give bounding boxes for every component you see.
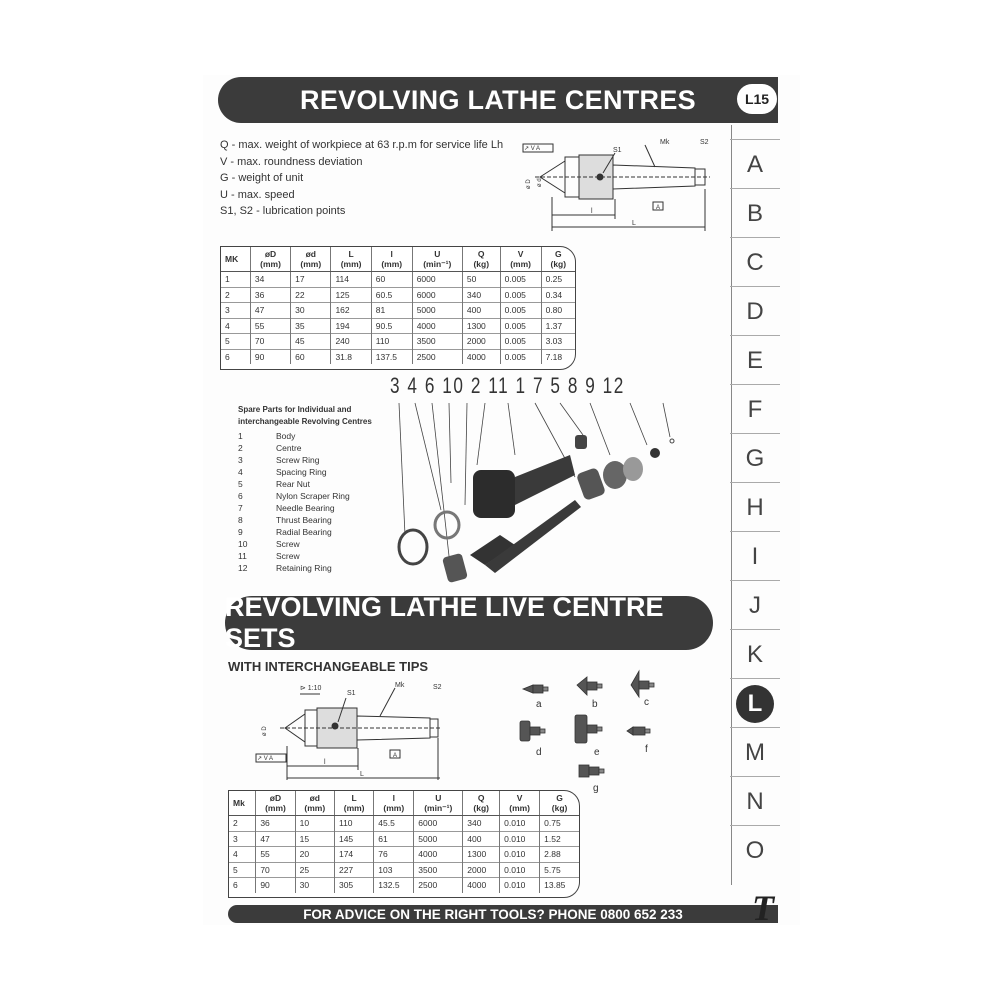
table-cell: 17 <box>291 272 331 288</box>
part-number: 8 <box>238 515 243 525</box>
spec-table <box>221 247 575 364</box>
table-row <box>229 831 579 847</box>
table-cell: 60 <box>371 272 412 288</box>
table-cell: 6000 <box>412 272 462 288</box>
s1-label: S1 <box>347 690 356 697</box>
tab-j[interactable] <box>730 580 780 630</box>
column-header <box>462 247 500 272</box>
column-header-name: Q <box>477 793 485 803</box>
column-header-unit: (mm) <box>381 259 403 269</box>
column-header <box>371 247 412 272</box>
column-header-name: L <box>348 249 354 259</box>
table-cell: 305 <box>334 878 373 893</box>
table-row <box>221 272 575 288</box>
tab-label: L <box>736 685 774 723</box>
tip-label-c: c <box>644 697 649 708</box>
tab-label: E <box>746 346 763 374</box>
column-header-name: l <box>392 793 395 803</box>
table-cell: 50 <box>462 272 500 288</box>
table-cell: 4000 <box>463 878 500 893</box>
part-number: 11 <box>238 551 247 561</box>
spec-table-centres <box>220 246 576 370</box>
table-row <box>229 816 579 832</box>
table-cell: 227 <box>334 862 373 878</box>
column-header <box>412 247 462 272</box>
table-cell: 55 <box>250 318 290 334</box>
table-cell: 0.005 <box>500 287 541 303</box>
table-cell: 2.88 <box>540 847 579 863</box>
spare-parts-title-line: interchangeable Revolving Centres <box>238 417 372 426</box>
tab-f[interactable] <box>730 384 780 434</box>
table-cell: 132.5 <box>374 878 414 893</box>
table-cell: 0.005 <box>500 349 541 364</box>
table-cell: 47 <box>256 831 295 847</box>
table-cell: 194 <box>331 318 371 334</box>
tip-label-d: d <box>536 747 542 758</box>
tab-b[interactable] <box>730 188 780 238</box>
tab-label: I <box>751 542 759 570</box>
column-header-unit: (min⁻¹) <box>424 803 453 813</box>
table-cell: 6000 <box>412 287 462 303</box>
column-header-unit: (kg) <box>550 259 567 269</box>
part-name: Body <box>276 431 296 441</box>
table-cell: 45.5 <box>374 816 414 832</box>
tolerance-box: ↗ V A <box>257 756 274 762</box>
part-name: Screw Ring <box>276 455 320 465</box>
table-cell: 400 <box>462 303 500 319</box>
column-header-name: G <box>554 249 562 259</box>
tab-d[interactable] <box>730 286 780 336</box>
list-item <box>238 430 350 442</box>
column-header-unit: (mm) <box>260 259 281 269</box>
tab-c[interactable] <box>730 237 780 287</box>
list-item <box>238 466 350 478</box>
column-header <box>221 247 250 272</box>
revolving-centre-diagram <box>505 135 725 240</box>
column-header <box>541 247 575 272</box>
interchangeable-tips-illustration <box>515 665 665 785</box>
column-header-unit: (mm) <box>509 803 531 813</box>
table-cell: 81 <box>371 303 412 319</box>
spec-table-live-centre-sets <box>228 790 580 898</box>
l-small-label: l <box>591 208 593 215</box>
table-cell: 47 <box>250 303 290 319</box>
column-header <box>250 247 290 272</box>
column-header-unit: (kg) <box>473 803 489 813</box>
tab-label: O <box>745 836 765 864</box>
list-item <box>238 538 350 550</box>
exploded-part-numbers: 3 4 6 10 2 11 1 7 5 8 9 12 <box>390 373 625 398</box>
table-cell: 2500 <box>412 349 462 364</box>
column-header <box>414 791 463 816</box>
list-item <box>238 550 350 562</box>
table-cell: 2500 <box>414 878 463 893</box>
table-cell: 2000 <box>463 862 500 878</box>
column-header-name: l <box>390 249 393 259</box>
list-item <box>238 526 350 538</box>
tab-label: H <box>746 493 764 521</box>
list-item <box>238 562 350 574</box>
table-cell: 3500 <box>412 334 462 350</box>
table-cell: 30 <box>295 878 334 893</box>
table-cell: 2 <box>221 287 250 303</box>
tab-label: M <box>745 738 765 766</box>
table-cell: 34 <box>250 272 290 288</box>
part-number: 12 <box>238 563 248 573</box>
table-cell: 5 <box>221 334 250 350</box>
table-cell: 3500 <box>414 862 463 878</box>
table-cell: 7.18 <box>541 349 575 364</box>
tab-l[interactable] <box>730 678 780 728</box>
table-row <box>229 878 579 893</box>
table-cell: 25 <box>295 862 334 878</box>
column-header <box>500 247 541 272</box>
column-header-unit: (mm) <box>340 259 362 269</box>
table-cell: 0.75 <box>540 816 579 832</box>
part-name: Needle Bearing <box>276 503 335 513</box>
table-cell: 4000 <box>414 847 463 863</box>
part-name: Screw <box>276 551 300 561</box>
section-title-banner <box>225 592 713 653</box>
part-number: 5 <box>238 479 243 489</box>
table-cell: 1300 <box>462 318 500 334</box>
table-cell: 340 <box>463 816 500 832</box>
legend-item: V - max. roundness deviation <box>220 155 363 168</box>
part-name: Spacing Ring <box>276 467 327 477</box>
table-cell: 0.010 <box>500 847 540 863</box>
table-cell: 0.34 <box>541 287 575 303</box>
column-header-unit: (min⁻¹) <box>423 259 452 269</box>
table-cell: 60.5 <box>371 287 412 303</box>
column-header-name: U <box>434 249 441 259</box>
table-cell: 30 <box>291 303 331 319</box>
id-label: ø d <box>537 178 543 187</box>
table-cell: 1.37 <box>541 318 575 334</box>
l-small-label: l <box>324 759 326 766</box>
table-cell: 2 <box>229 816 256 832</box>
section-title: REVOLVING LATHE LIVE CENTRE SETS <box>225 592 664 653</box>
column-header-unit: (mm) <box>343 803 365 813</box>
table-row <box>221 318 575 334</box>
table-cell: 31.8 <box>331 349 371 364</box>
table-cell: 90.5 <box>371 318 412 334</box>
tab-k[interactable] <box>730 629 780 679</box>
brand-logo: T <box>752 888 774 928</box>
od-label: ø D <box>262 726 268 736</box>
mk-label: Mk <box>395 682 405 689</box>
table-row <box>221 334 575 350</box>
column-header <box>229 791 256 816</box>
table-cell: 60 <box>291 349 331 364</box>
table-cell: 0.010 <box>500 831 540 847</box>
tip-label-f: f <box>645 744 648 755</box>
tab-label: N <box>746 787 764 815</box>
table-cell: 6 <box>221 349 250 364</box>
table-cell: 3.03 <box>541 334 575 350</box>
list-item <box>238 490 350 502</box>
tip-label-b: b <box>592 699 598 710</box>
footer-banner <box>228 905 778 923</box>
column-header-unit: (mm) <box>300 259 322 269</box>
table-cell: 70 <box>250 334 290 350</box>
table-cell: 340 <box>462 287 500 303</box>
table-cell: 22 <box>291 287 331 303</box>
column-header <box>463 791 500 816</box>
table-cell: 36 <box>250 287 290 303</box>
column-header-unit: (mm) <box>383 803 405 813</box>
part-number: 7 <box>238 503 243 513</box>
table-cell: 70 <box>256 862 295 878</box>
column-header-unit: (kg) <box>551 803 568 813</box>
s1-label: S1 <box>613 147 622 154</box>
part-name: Centre <box>276 443 302 453</box>
table-cell: 174 <box>334 847 373 863</box>
tab-label: B <box>746 199 763 227</box>
column-header <box>374 791 414 816</box>
tolerance-datum: A <box>656 205 661 211</box>
od-label: ø D <box>526 179 532 189</box>
table-cell: 45 <box>291 334 331 350</box>
table-cell: 6 <box>229 878 256 893</box>
column-header-name: U <box>435 793 442 803</box>
tip-label-a: a <box>536 699 542 710</box>
tab-label: J <box>749 591 761 619</box>
table-cell: 0.005 <box>500 318 541 334</box>
l-big-label: L <box>632 220 636 227</box>
table-cell: 55 <box>256 847 295 863</box>
tip-label-g: g <box>593 783 599 794</box>
column-header-name: V <box>517 249 524 259</box>
l-big-label: L <box>360 771 364 778</box>
live-centre-set-diagram <box>250 680 450 785</box>
table-cell: 240 <box>331 334 371 350</box>
spare-parts-title <box>238 404 372 428</box>
legend-item: Q - max. weight of workpiece at 63 r.p.m for service life Lh <box>220 139 504 151</box>
part-number: 10 <box>238 539 248 549</box>
column-header-name: G <box>556 793 563 803</box>
table-cell: 0.25 <box>541 272 575 288</box>
table-cell: 5 <box>229 862 256 878</box>
table-cell: 15 <box>295 831 334 847</box>
column-header <box>295 791 334 816</box>
tab-n[interactable] <box>730 776 780 826</box>
part-name: Radial Bearing <box>276 527 332 537</box>
table-row <box>221 287 575 303</box>
tab-g[interactable] <box>730 433 780 483</box>
table-cell: 6000 <box>414 816 463 832</box>
footer-text: FOR ADVICE ON THE RIGHT TOOLS? PHONE 0800 652 233 <box>303 906 683 922</box>
table-row <box>221 303 575 319</box>
column-header <box>256 791 295 816</box>
table-cell: 4000 <box>462 349 500 364</box>
spec-table <box>229 791 579 893</box>
taper-label: ⊳ 1:10 <box>300 685 322 692</box>
column-header-name: øD <box>264 249 277 259</box>
table-cell: 36 <box>256 816 295 832</box>
column-header <box>291 247 331 272</box>
column-header-name: øD <box>269 793 282 803</box>
legend-item: G - weight of unit <box>220 172 304 184</box>
tab-i[interactable] <box>730 531 780 581</box>
legend-item: U - max. speed <box>220 188 295 201</box>
table-cell: 61 <box>374 831 414 847</box>
part-number: 9 <box>238 527 243 537</box>
part-number: 1 <box>238 431 243 441</box>
column-header <box>500 791 540 816</box>
column-header-unit: (mm) <box>510 259 531 269</box>
table-cell: 125 <box>331 287 371 303</box>
table-cell: 20 <box>295 847 334 863</box>
table-cell: 90 <box>250 349 290 364</box>
list-item <box>238 442 350 454</box>
tolerance-datum: A <box>393 753 398 759</box>
table-cell: 10 <box>295 816 334 832</box>
part-number: 2 <box>238 443 243 453</box>
table-cell: 0.80 <box>541 303 575 319</box>
exploded-view-illustration <box>385 395 705 595</box>
legend <box>220 137 503 220</box>
table-cell: 110 <box>334 816 373 832</box>
tab-label: C <box>746 248 764 276</box>
column-header <box>334 791 373 816</box>
column-header-name: V <box>516 793 523 803</box>
list-item <box>238 502 350 514</box>
tab-label: G <box>745 444 765 472</box>
part-name: Screw <box>276 539 300 549</box>
part-number: 3 <box>238 455 243 465</box>
table-cell: 35 <box>291 318 331 334</box>
column-header-unit: (kg) <box>473 259 490 269</box>
part-name: Thrust Bearing <box>276 515 332 525</box>
part-name: Retaining Ring <box>276 563 332 573</box>
page-code-badge: L15 <box>737 84 777 114</box>
spare-parts-list <box>238 430 350 574</box>
table-row <box>229 847 579 863</box>
table-cell: 4000 <box>412 318 462 334</box>
list-item <box>238 454 350 466</box>
table-cell: 145 <box>334 831 373 847</box>
table-cell: 110 <box>371 334 412 350</box>
tip-label-e: e <box>594 747 600 758</box>
table-cell: 90 <box>256 878 295 893</box>
table-cell: 0.010 <box>500 862 540 878</box>
page-title: REVOLVING LATHE CENTRES <box>300 84 696 115</box>
tab-o[interactable] <box>730 825 780 875</box>
column-header-name: ød <box>309 793 320 803</box>
tab-label: K <box>746 640 763 668</box>
tab-e[interactable] <box>730 335 780 385</box>
tab-a[interactable] <box>730 139 780 189</box>
table-cell: 13.85 <box>540 878 579 893</box>
table-cell: 3 <box>221 303 250 319</box>
column-header-unit: (mm) <box>304 803 326 813</box>
table-cell: 1 <box>221 272 250 288</box>
column-header <box>331 247 371 272</box>
column-header-name: L <box>351 793 357 803</box>
column-header-name: Q <box>477 249 485 259</box>
column-header-name: ød <box>305 249 316 259</box>
column-header-name: Mk <box>233 798 245 808</box>
column-header-unit: (mm) <box>265 803 286 813</box>
table-cell: 76 <box>374 847 414 863</box>
mk-label: Mk <box>660 139 670 146</box>
tab-label: D <box>746 297 764 325</box>
table-row <box>221 349 575 364</box>
table-cell: 103 <box>374 862 414 878</box>
table-cell: 4 <box>229 847 256 863</box>
table-cell: 4 <box>221 318 250 334</box>
table-cell: 137.5 <box>371 349 412 364</box>
table-cell: 0.005 <box>500 272 541 288</box>
s2-label: S2 <box>433 684 442 691</box>
tab-h[interactable] <box>730 482 780 532</box>
part-name: Nylon Scraper Ring <box>276 491 350 501</box>
table-cell: 3 <box>229 831 256 847</box>
table-cell: 1300 <box>463 847 500 863</box>
table-cell: 0.005 <box>500 334 541 350</box>
table-cell: 0.010 <box>500 816 540 832</box>
table-cell: 0.010 <box>500 878 540 893</box>
list-item <box>238 478 350 490</box>
table-row <box>229 862 579 878</box>
table-cell: 114 <box>331 272 371 288</box>
tab-label: A <box>746 150 763 178</box>
tab-label: F <box>747 395 763 423</box>
page-title-banner <box>218 77 778 123</box>
part-number: 6 <box>238 491 243 501</box>
table-cell: 400 <box>463 831 500 847</box>
table-cell: 162 <box>331 303 371 319</box>
part-number: 4 <box>238 467 243 477</box>
section-subtitle: WITH INTERCHANGEABLE TIPS <box>228 659 429 674</box>
table-cell: 5000 <box>412 303 462 319</box>
table-cell: 2000 <box>462 334 500 350</box>
table-cell: 0.005 <box>500 303 541 319</box>
part-name: Rear Nut <box>276 479 311 489</box>
tolerance-box: ↗ V A <box>524 146 541 152</box>
column-header <box>540 791 579 816</box>
tab-m[interactable] <box>730 727 780 777</box>
legend-item: S1, S2 - lubrication points <box>220 205 346 217</box>
s2-label: S2 <box>700 139 709 146</box>
table-cell: 5.75 <box>540 862 579 878</box>
table-cell: 1.52 <box>540 831 579 847</box>
table-cell: 5000 <box>414 831 463 847</box>
column-header-name: MK <box>225 254 239 264</box>
spare-parts-title-line: Spare Parts for Individual and <box>238 405 352 414</box>
list-item <box>238 514 350 526</box>
